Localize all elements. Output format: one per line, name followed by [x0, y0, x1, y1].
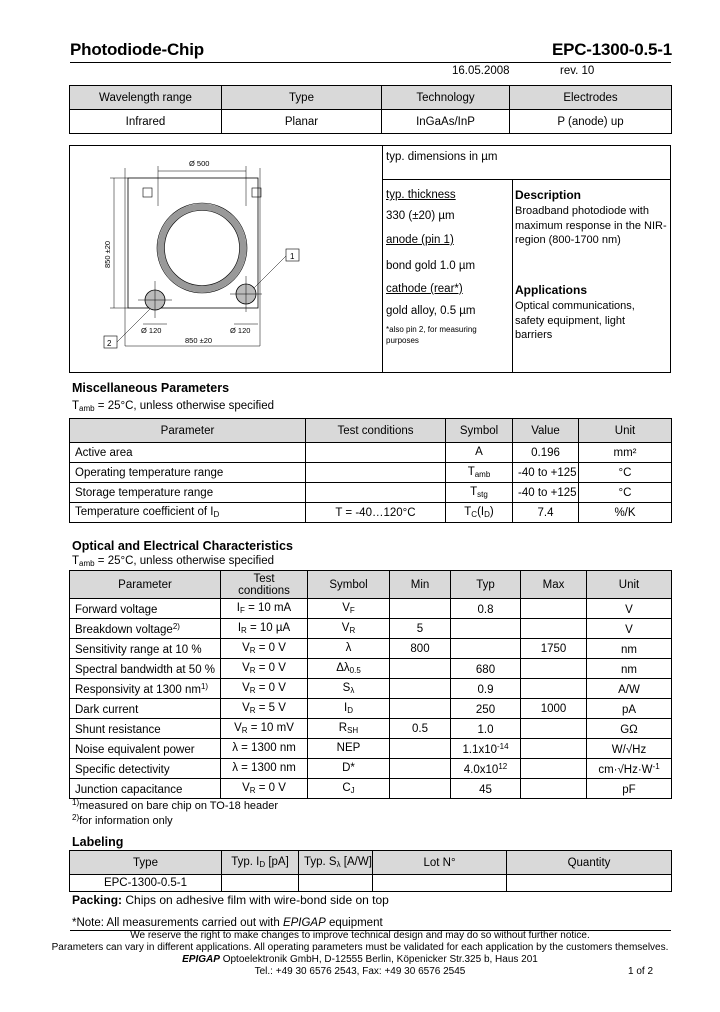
table-row: Shunt resistance $V_R = 10$ mV $R_{SH}$ 0.5 1.0 GΩ: [70, 719, 672, 739]
optical-table: [69, 570, 672, 799]
overview-value: Planar: [222, 110, 382, 134]
measurement-note: *Note: All measurements carried out with EPIGAP equipment: [72, 917, 383, 929]
date: 16.05.2008: [452, 65, 510, 77]
overview-header: Wavelength range: [70, 86, 222, 110]
cathode-label: cathode (rear*): [386, 283, 463, 295]
overview-value: Infrared: [70, 110, 222, 134]
divider: [512, 179, 513, 372]
footnote-1: $^{1)}$measured on bare chip on TO-18 header: [72, 798, 279, 812]
table-row: Spectral bandwidth at 50 % $V_R = 0$ V $\Delta\lambda_{0.5}$ 680 nm: [70, 659, 672, 679]
overview-header: Technology: [382, 86, 510, 110]
dim-top-label: Ø 500: [189, 159, 210, 168]
page-number: 1 of 2: [628, 966, 654, 977]
description-title: Description: [515, 188, 582, 202]
pin-2-label: 2: [107, 339, 112, 348]
table-row: Specific detectivity λ = 1300 nm D* $4.0x10^{12}$ $cm\cdot√Hz\cdot W^{-1}$: [70, 759, 672, 779]
labeling-header: Typ. $I_D$ [pA]: [222, 851, 299, 875]
misc-header: Value: [513, 419, 579, 443]
overview-table: [69, 85, 672, 134]
header-rule: [70, 62, 671, 63]
misc-header: Test conditions: [306, 419, 446, 443]
company-address: EPIGAP Optoelektronik GmbH, D-12555 Berlin, Köpenicker Str.325 b, Haus 201: [182, 954, 538, 965]
anode-value: bond gold 1.0 µm: [386, 260, 476, 272]
thickness-value: 330 (±20) µm: [386, 210, 455, 222]
chip-drawing: [70, 146, 382, 372]
table-row: Sensitivity range at 10 % $V_R = 0$ V λ 800 1750 nm: [70, 639, 672, 659]
overview-header: Type: [222, 86, 382, 110]
footnote-2: $^{2)}$for information only: [72, 813, 173, 827]
applications-title: Applications: [515, 283, 588, 297]
part-number: EPC-1300-0.5-1: [551, 40, 672, 59]
optical-title: Optical and Electrical Characteristics: [72, 539, 293, 553]
table-row: Active area A 0.196 mm²: [70, 443, 672, 463]
page-title: Photodiode-Chip: [70, 40, 204, 59]
revision: rev. 10: [560, 65, 595, 77]
table-row: Breakdown voltage$^{2)}$ $I_R = 10$ µA $V_R$ 5 V: [70, 619, 672, 639]
misc-table: [69, 418, 672, 523]
misc-title: Miscellaneous Parameters: [72, 381, 230, 395]
disclaimer-2: Parameters can vary in different applications. All operating parameters must be validated for each application by the customers themselves.: [51, 942, 669, 953]
table-row: EPC-1300-0.5-1: [70, 875, 672, 892]
optical-header: Parameter: [70, 571, 221, 599]
table-row: Forward voltage $I_F = 10$ mA $V_F$ 0.8 V: [70, 599, 672, 619]
misc-conditions: $T_{amb} = 25^\circ C$, unless otherwise specified: [72, 400, 275, 413]
cathode-note: *also pin 2, for measuring purposes: [386, 325, 477, 345]
disclaimer-1: We reserve the right to make changes to improve technical design and may do so without further notice.: [130, 930, 590, 941]
optical-header: Test conditions: [221, 571, 308, 599]
misc-header: Unit: [579, 419, 672, 443]
table-row: Temperature coefficient of $I_D$ T = -40…120°C $T_C(I_D)$ 7.4 %/K: [70, 503, 672, 523]
anode-label: anode (pin 1): [386, 234, 454, 246]
table-row: Storage temperature range $T_{stg}$ -40 to +125 °C: [70, 483, 672, 503]
misc-header: Symbol: [446, 419, 513, 443]
table-row: Dark current $V_R = 5$ V $I_D$ 250 1000 pA: [70, 699, 672, 719]
labeling-header: Quantity: [507, 851, 672, 875]
thickness-label: typ. thickness: [386, 189, 456, 201]
dim-pad-right-label: Ø 120: [230, 326, 251, 335]
optical-header: Max: [521, 571, 587, 599]
labeling-table: [69, 850, 672, 892]
labeling-title: Labeling: [72, 835, 124, 849]
labeling-header: Type: [70, 851, 222, 875]
optical-header: Symbol: [308, 571, 390, 599]
active-area-ring: [161, 207, 243, 289]
dim-bottom-label: 850 ±20: [185, 336, 213, 345]
dim-side-label: 850 ±20: [103, 240, 112, 268]
overview-header: Electrodes: [510, 86, 672, 110]
cathode-value: gold alloy, 0.5 µm: [386, 305, 476, 317]
table-row: Noise equivalent power λ = 1300 nm NEP $1.1x10^{-14}$ W/√Hz: [70, 739, 672, 759]
packing: Packing: Chips on adhesive film with wire-bond side on top: [72, 893, 389, 907]
overview-value: P (anode) up: [510, 110, 672, 134]
labeling-header: Lot N°: [373, 851, 507, 875]
applications-text: Optical communications, safety equipment, light barriers: [515, 300, 635, 341]
optical-header: Min: [390, 571, 451, 599]
pin-1-label: 1: [290, 252, 295, 261]
optical-header: Typ: [451, 571, 521, 599]
chip-info-box: [69, 145, 671, 373]
divider: [382, 179, 670, 180]
table-row: Responsivity at 1300 $nm^{1)}$ $V_R = 0$ V $S_\lambda$ 0.9 A/W: [70, 679, 672, 699]
dims-caption: typ. dimensions in µm: [386, 151, 498, 163]
labeling-header: Typ. $S_\lambda$ [A/W]: [299, 851, 373, 875]
company-contact: Tel.: +49 30 6576 2543, Fax: +49 30 6576 2545: [254, 966, 466, 977]
optical-header: Unit: [587, 571, 672, 599]
table-row: Junction capacitance $V_R = 0$ V $C_J$ 45 pF: [70, 779, 672, 799]
description-text: Broadband photodiode with maximum response in the NIR-region (800-1700 nm): [515, 205, 667, 246]
table-row: Operating temperature range $T_{amb}$ -40 to +125 °C: [70, 463, 672, 483]
dim-pad-left-label: Ø 120: [141, 326, 162, 335]
optical-conditions: $T_{amb} = 25^\circ C$, unless otherwise specified: [72, 555, 275, 568]
misc-header: Parameter: [70, 419, 306, 443]
overview-value: InGaAs/InP: [382, 110, 510, 134]
